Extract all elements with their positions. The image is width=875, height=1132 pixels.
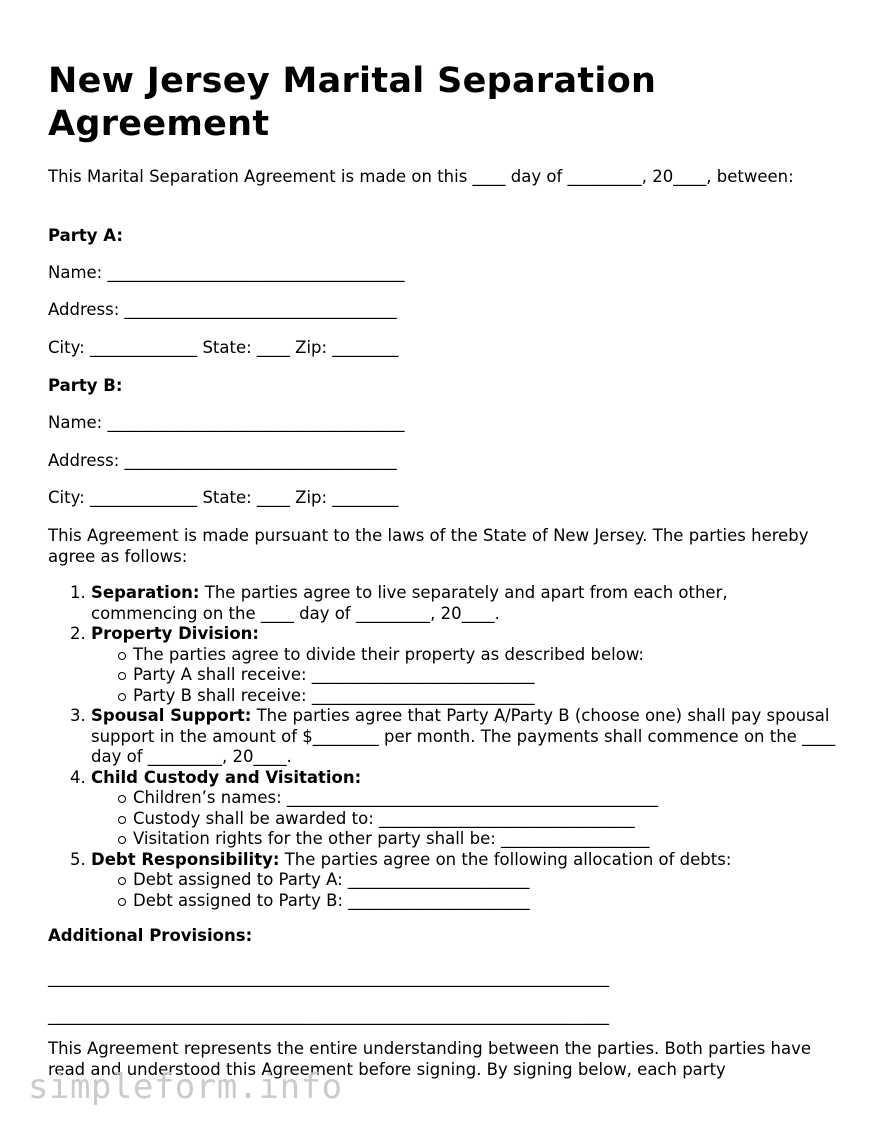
term-text: The parties agree that Party A/Party B (choose one) shall pay spousal support in the amount of $________ per month. The payments shall commence on the ____ day of _________, 20____. (91, 706, 836, 766)
additional-line-2: ____________________________________________________________________ (48, 1006, 609, 1025)
list-item: Children’s names: _____________________________________________ (133, 788, 836, 809)
list-item: The parties agree to divide their property as described below: (133, 645, 836, 666)
additional-provisions-heading: Additional Provisions: (48, 926, 253, 945)
property-sublist (91, 645, 836, 707)
term-property (91, 624, 836, 706)
term-label: Property Division: (91, 624, 260, 643)
terms-list (48, 583, 836, 911)
term-text: The parties agree on the following allocation of debts: (279, 849, 732, 869)
additional-line-1: ____________________________________________________________________ (48, 968, 609, 987)
term-spousal-support (91, 706, 836, 768)
party-a-city-field: City: _____________ State: ____ Zip: ________ (48, 338, 399, 357)
custody-sublist (91, 788, 836, 850)
term-text: The parties agree to live separately and apart from each other, commencing on the ____ day of _________, 20____. (91, 583, 728, 623)
party-a-name-field: Name: ____________________________________ (48, 263, 405, 282)
page-title: New Jersey Marital Separation Agreement (48, 61, 657, 144)
term-separation (91, 583, 836, 624)
watermark-text: simpleform.info (28, 1067, 343, 1107)
term-debt (91, 850, 836, 912)
list-item: Debt assigned to Party A: ______________________ (133, 870, 836, 891)
term-label: Separation: (91, 583, 200, 602)
party-a-heading: Party A: (48, 226, 123, 245)
party-b-address-field: Address: _________________________________ (48, 451, 397, 470)
party-a-address-field: Address: _________________________________ (48, 300, 397, 319)
party-b-heading: Party B: (48, 376, 123, 395)
list-item: Party B shall receive: ___________________________ (133, 686, 836, 707)
term-label: Debt Responsibility: (91, 849, 280, 869)
term-custody (91, 768, 836, 850)
party-b-name-field: Name: ____________________________________ (48, 413, 405, 432)
closing-paragraph: This Agreement represents the entire understanding between the parties. Both parties have read and understood this Agreement before signing. By signing below, each party (48, 1039, 812, 1079)
term-label: Spousal Support: (91, 706, 252, 725)
party-b-city-field: City: _____________ State: ____ Zip: ________ (48, 488, 399, 507)
list-item: Visitation rights for the other party shall be: __________________ (133, 829, 836, 850)
debt-sublist (91, 870, 836, 911)
pursuant-paragraph: This Agreement is made pursuant to the laws of the State of New Jersey. The parties hereby agree as follows: (48, 526, 809, 566)
list-item: Custody shall be awarded to: _______________________________ (133, 809, 836, 830)
intro-paragraph: This Marital Separation Agreement is made on this ____ day of _________, 20____, between: (48, 167, 794, 186)
list-item: Party A shall receive: ___________________________ (133, 665, 836, 686)
term-label: Child Custody and Visitation: (91, 767, 362, 787)
list-item: Debt assigned to Party B: ______________________ (133, 891, 836, 912)
